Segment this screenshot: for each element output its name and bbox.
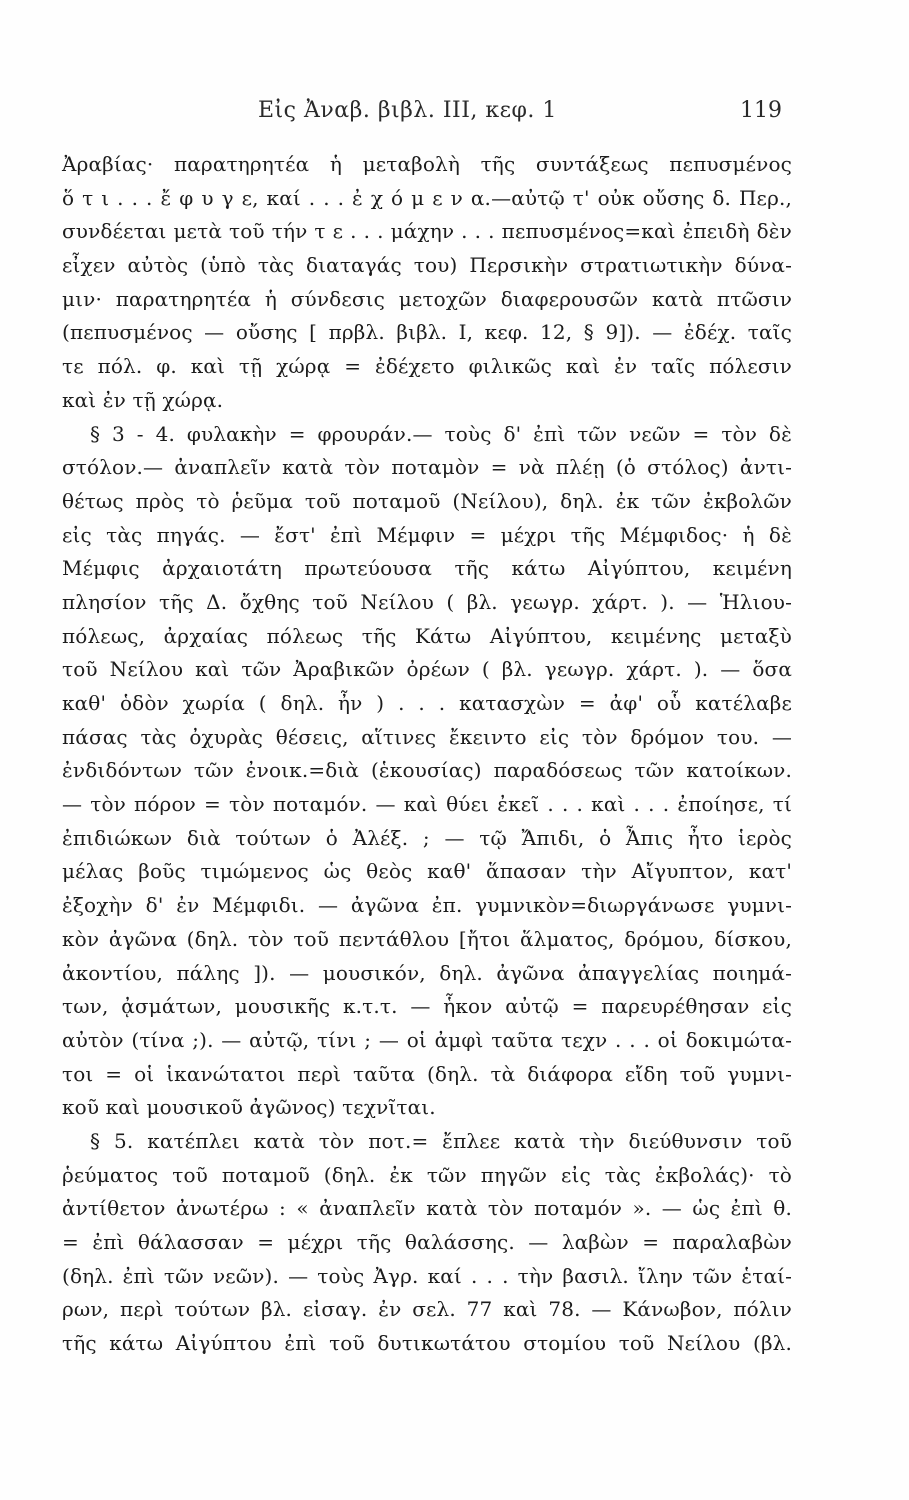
- text-line: = ἐπὶ θάλασσαν = μέχρι τῆς θαλάσσης. — λαβὼν = παραλαβὼν: [62, 1230, 792, 1254]
- text-line: τε πόλ. φ. καὶ τῇ χώρᾳ = ἐδέχετο φιλικῶς καὶ ἐν ταῖς πόλεσιν: [62, 354, 792, 379]
- text-line: Ἀραβίας· παρατηρητέα ἡ μεταβολὴ τῆς συντάξεως πεπυσμένος: [62, 152, 792, 176]
- text-line: ἐπιδιώκων διὰ τούτων ὁ Ἀλέξ. ; — τῷ Ἄπιδι, ὁ Ἆπις ἦτο ἱερὸς: [62, 825, 792, 850]
- text-line: — τὸν πόρον = τὸν ποταμόν. — καὶ θύει ἐκεῖ . . . καὶ . . . ἐποίησε, τί: [62, 792, 792, 817]
- text-line: των, ᾀσμάτων, μουσικῆς κ.τ.τ. — ἧκον αὐτῷ = παρευρέθησαν εἰς: [62, 994, 792, 1019]
- text-line: πάσας τὰς ὀχυρὰς θέσεις, αἵτινες ἔκειντο εἰς τὸν δρόμον του. —: [62, 724, 792, 749]
- text-line: ἀντίθετον ἀνωτέρω : « ἀναπλεῖν κατὰ τὸν ποταμόν ». — ὡς ἐπὶ θ.: [62, 1196, 792, 1221]
- text-line: μέλας βοῦς τιμώμενος ὡς θεὸς καθ' ἅπασαν τὴν Αἴγυπτον, κατ': [62, 859, 792, 884]
- text-line: κὸν ἀγῶνα (δηλ. τὸν τοῦ πεντάθλου [ἤτοι ἅλματος, δρόμου, δίσκου,: [62, 926, 792, 951]
- text-line: μιν· παρατηρητέα ἡ σύνδεσις μετοχῶν διαφερουσῶν κατὰ πτῶσιν: [62, 286, 792, 311]
- text-line: τῆς κάτω Αἰγύπτου ἐπὶ τοῦ δυτικωτάτου στομίου τοῦ Νείλου (βλ.: [62, 1331, 792, 1356]
- text-line: (δηλ. ἐπὶ τῶν νεῶν). — τοὺς Ἀγρ. καί . . . τὴν βασιλ. ἴλην τῶν ἑταί-: [62, 1263, 792, 1288]
- text-line: τοῦ Νείλου καὶ τῶν Ἀραβικῶν ὀρέων ( βλ. γεωγρ. χάρτ. ). — ὅσα: [62, 657, 792, 682]
- text-line: ἐξοχὴν δ' ἐν Μέμφιδι. — ἀγῶνα ἐπ. γυμνικὸν=διωργάνωσε γυμνι-: [62, 893, 792, 918]
- text-line: ἐνδιδόντων τῶν ἐνοικ.=διὰ (ἑκουσίας) παραδόσεως τῶν κατοίκων.: [62, 758, 792, 783]
- section-start-line: § 5. κατέπλει κατὰ τὸν ποτ.= ἔπλεε κατὰ τὴν διεύθυνσιν τοῦ: [90, 1128, 792, 1153]
- commentary-text: [62, 148, 792, 1361]
- text-line: πλησίον τῆς Δ. ὄχθης τοῦ Νείλου ( βλ. γεωγρ. χάρτ. ). — Ἡλιου-: [62, 589, 792, 614]
- running-title: Εἰς Ἀναβ. βιβλ. ΙΙΙ, κεφ. 1: [258, 98, 557, 123]
- text-line: στόλον.— ἀναπλεῖν κατὰ τὸν ποταμὸν = νὰ πλέῃ (ὁ στόλος) ἀντι-: [62, 455, 792, 480]
- page-number: 119: [740, 98, 782, 123]
- text-line: ὅ τ ι . . . ἔ φ υ γ ε, καί . . . ἐ χ ό μ ε ν α.—αὐτῷ τ' οὐκ οὔσης δ. Περ.,: [62, 185, 792, 210]
- text-line: ρων, περὶ τούτων βλ. εἰσαγ. ἐν σελ. 77 καὶ 78. — Κάνωβον, πόλιν: [62, 1297, 792, 1322]
- text-line: εἰς τὰς πηγάς. — ἔστ' ἐπὶ Μέμφιν = μέχρι τῆς Μέμφιδος· ἡ δὲ: [62, 522, 792, 547]
- text-line: αὐτὸν (τίνα ;). — αὐτῷ, τίνι ; — οἱ ἀμφὶ ταῦτα τεχν . . . οἱ δοκιμώτα-: [62, 1027, 792, 1052]
- section-start-line: § 3 - 4. φυλακὴν = φρουράν.— τοὺς δ' ἐπὶ τῶν νεῶν = τὸν δὲ: [90, 421, 792, 446]
- text-line: καθ' ὁδὸν χωρία ( δηλ. ἦν ) . . . κατασχὼν = ἀφ' οὗ κατέλαβε: [62, 691, 792, 715]
- text-line: πόλεως, ἀρχαίας πόλεως τῆς Κάτω Αἰγύπτου, κειμένης μεταξὺ: [62, 623, 792, 648]
- text-line: Μέμφις ἀρχαιοτάτη πρωτεύουσα τῆς κάτω Αἰγύπτου, κειμένη: [62, 556, 792, 581]
- text-line: κοῦ καὶ μουσικοῦ ἀγῶνος) τεχνῖται.: [62, 1095, 436, 1120]
- text-line: εἶχεν αὐτὸς (ὑπὸ τὰς διαταγάς του) Περσικὴν στρατιωτικὴν δύνα-: [62, 253, 792, 278]
- text-line: τοι = οἱ ἱκανώτατοι περὶ ταῦτα (δηλ. τὰ διάφορα εἴδη τοῦ γυμνι-: [62, 1061, 792, 1086]
- text-line: ἀκοντίου, πάλης ]). — μουσικόν, δηλ. ἀγῶνα ἀπαγγελίας ποιημά-: [62, 960, 792, 985]
- text-line: καὶ ἐν τῇ χώρᾳ.: [62, 387, 224, 412]
- text-line: συνδέεται μετὰ τοῦ τήν τ ε . . . μάχην . . . πεπυσμένος=καὶ ἐπειδὴ δὲν: [62, 219, 792, 244]
- text-line: (πεπυσμένος — οὔσης [ πρβλ. βιβλ. Ι, κεφ. 12, § 9]). — ἐδέχ. ταῖς: [62, 320, 792, 345]
- text-line: θέτως πρὸς τὸ ῥεῦμα τοῦ ποταμοῦ (Νείλου), δηλ. ἐκ τῶν ἐκβολῶν: [62, 488, 792, 513]
- text-line: ῥεύματος τοῦ ποταμοῦ (δηλ. ἐκ τῶν πηγῶν εἰς τὰς ἐκβολάς)· τὸ: [62, 1162, 792, 1187]
